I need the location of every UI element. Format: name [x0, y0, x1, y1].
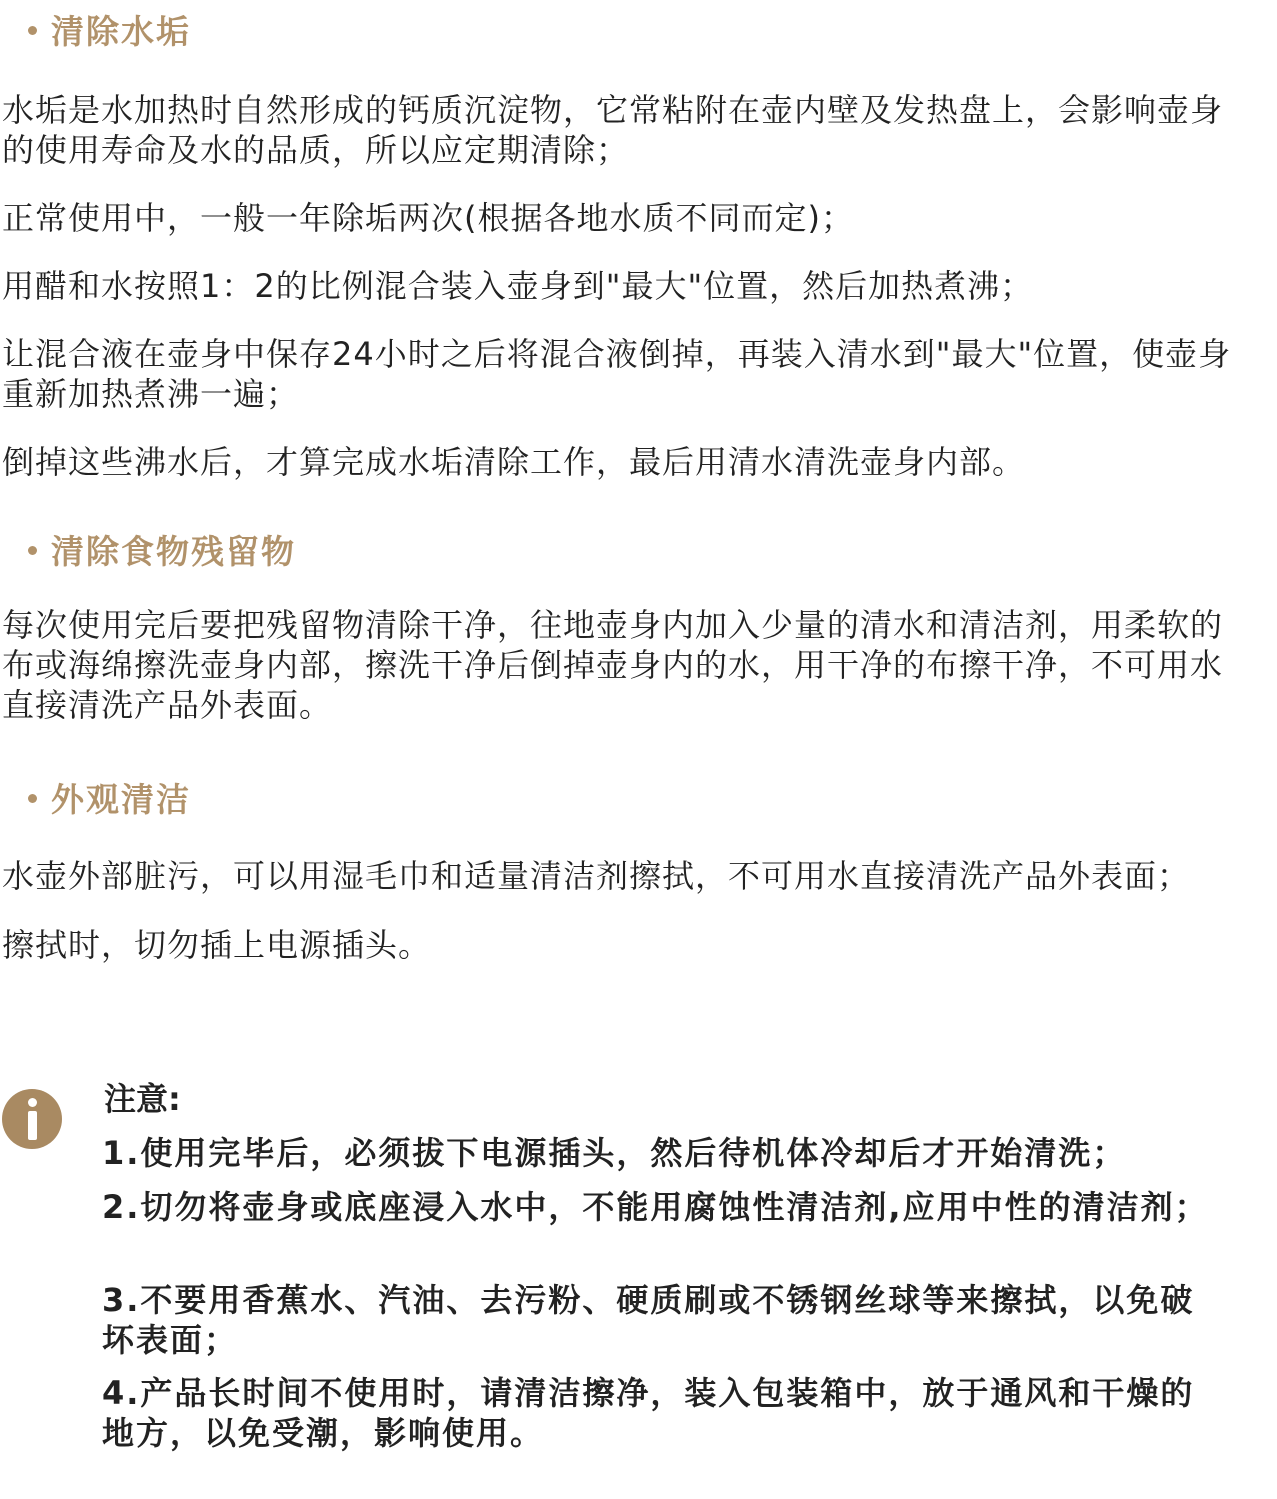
notice-item: 1.使用完毕后，必须拔下电源插头，然后待机体冷却后才开始清洗；: [102, 1134, 1127, 1172]
paragraph: 水壶外部脏污，可以用湿毛巾和适量清洁剂擦拭，不可用水直接清洗产品外表面；: [2, 857, 1191, 895]
paragraph: 正常使用中，一般一年除垢两次(根据各地水质不同而定)；: [2, 199, 854, 237]
paragraph: 每次使用完后要把残留物清除干净，往地壶身内加入少量的清水和清洁剂，用柔软的布或海绵擦洗壶身内部，擦洗干净后倒掉壶身内的水，用干净的布擦干净，不可用水直接清洗产品外表面。: [2, 606, 1224, 724]
paragraph: 水垢是水加热时自然形成的钙质沉淀物，它常粘附在壶内壁及发热盘上，会影响壶身的使用寿命及水的品质，所以应定期清除；: [2, 91, 1224, 169]
bullet-dot: [28, 794, 37, 803]
info-icon-dot: [28, 1098, 37, 1107]
section-title: 外观清洁: [51, 780, 191, 819]
info-icon-stem: [28, 1111, 37, 1140]
paragraph: 用醋和水按照1：2的比例混合装入壶身到"最大"位置，然后加热煮沸；: [2, 267, 1034, 305]
notice-item: 3.不要用香蕉水、汽油、去污粉、硬质刷或不锈钢丝球等来擦拭，以免破坏表面；: [102, 1281, 1195, 1359]
bullet-dot: [28, 26, 37, 35]
info-icon: [2, 1089, 62, 1149]
section-heading-descaling: [28, 6, 191, 53]
bullet-dot: [28, 546, 37, 555]
paragraph: 擦拭时，切勿插上电源插头。: [2, 926, 432, 964]
section-heading-exterior-cleaning: [28, 774, 191, 821]
section-title: 清除食物残留物: [51, 532, 296, 571]
section-heading-food-residue: [28, 526, 296, 573]
notice-title: 注意:: [104, 1080, 181, 1118]
notice-item: 2.切勿将壶身或底座浸入水中，不能用腐蚀性清洁剂,应用中性的清洁剂；: [102, 1188, 1209, 1226]
notice-item: 4.产品长时间不使用时，请清洁擦净，装入包装箱中，放于通风和干燥的地方，以免受潮，影响使用。: [102, 1374, 1195, 1452]
paragraph: 让混合液在壶身中保存24小时之后将混合液倒掉，再装入清水到"最大"位置，使壶身重新加热煮沸一遍；: [2, 335, 1232, 413]
section-title: 清除水垢: [51, 12, 191, 51]
paragraph: 倒掉这些沸水后，才算完成水垢清除工作，最后用清水清洗壶身内部。: [2, 443, 1026, 481]
